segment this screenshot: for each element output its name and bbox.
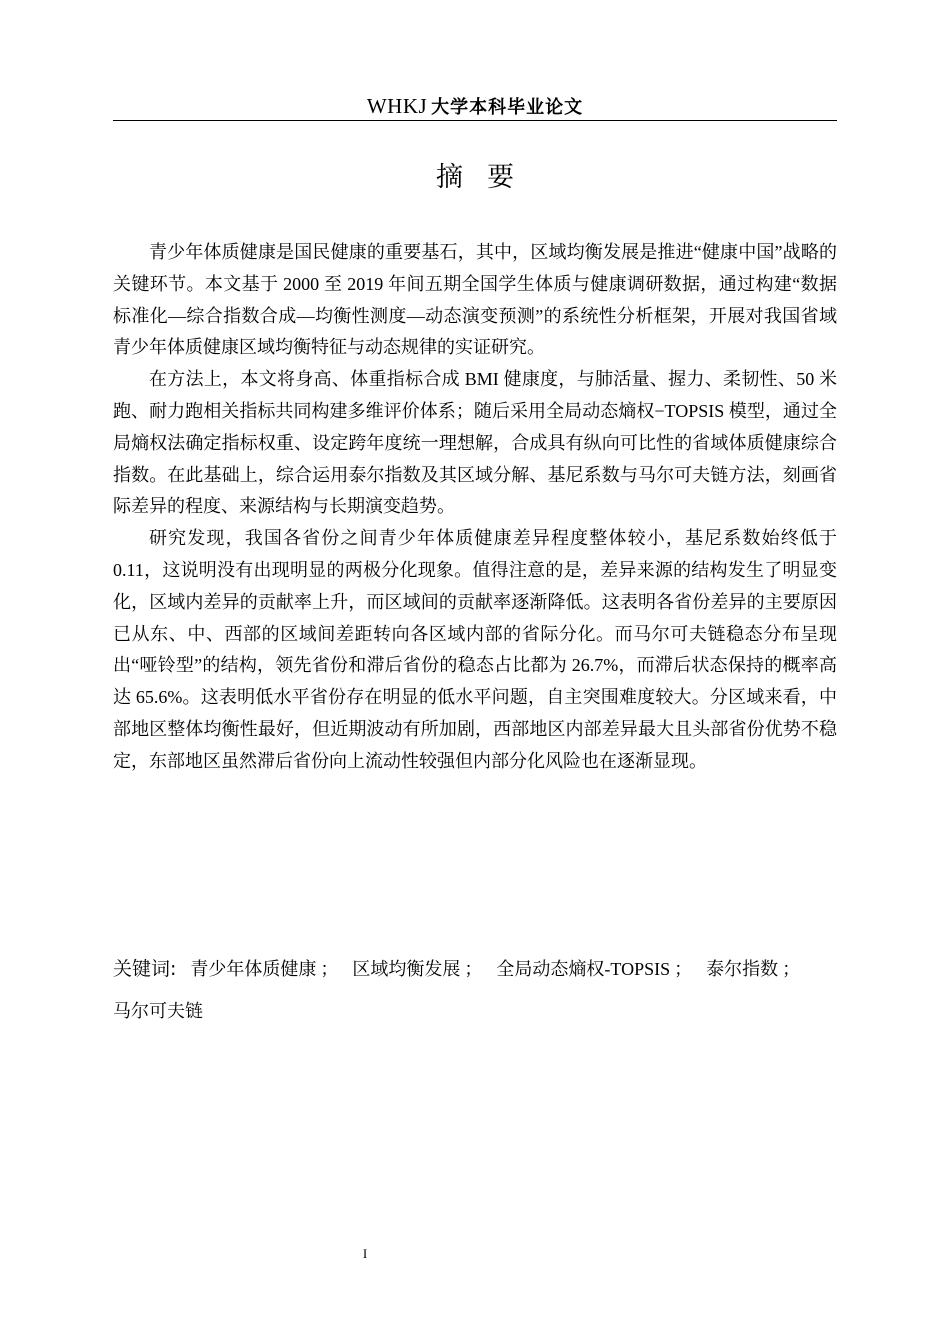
keyword-item: 区域均衡发展 [352, 959, 461, 979]
abstract-paragraph-3: 研究发现，我国各省份之间青少年体质健康差异程度整体较小，基尼系数始终低于 0.11，这说明没有出现明显的两极分化现象。值得注意的是，差异来源的结构发生了明显变化，区域内差异的贡献率上升，而区域间的贡献率逐渐降低。这表明各省份差异的主要原因已从东、中、西部的区域间差距转向各区域内部的省际分化。而马尔可夫链稳态分布呈现出“哑铃型”的结构，领先省份和滞后省份的稳态占比都为 26.7%，而滞后状态保持的概率高达 65.6%。这表明低水平省份存在明显的低水平问题，自主突围难度较大。分区域来看，中部地区整体均衡性最好，但近期波动有所加剧，西部地区内部差异最大且头部省份优势不稳定，东部地区虽然滞后省份向上流动性较强但内部分化风险也在逐渐显现。 [113, 528, 837, 771]
keyword-separator: ； [464, 959, 483, 979]
header-rule [113, 120, 837, 121]
header-university-code: WHKJ [366, 94, 428, 118]
running-header [113, 94, 837, 118]
keyword-item: 马尔可夫链 [113, 1001, 203, 1021]
keyword-item: 青少年体质健康 [190, 959, 317, 979]
page-number: I [362, 1246, 368, 1261]
keyword-item: 全局动态熵权-TOPSIS [496, 959, 671, 979]
keywords-label: 关键词: [113, 958, 177, 980]
keyword-separator: ； [782, 959, 801, 979]
abstract-paragraph-2: 在方法上，本文将身高、体重指标合成 BMI 健康度，与肺活量、握力、柔韧性、50 米跑、耐力跑相关指标共同构建多维评价体系；随后采用全局动态熵权−TOPSIS 模型，通过全局熵权法确定指标权重、设定跨年度统一理想解，合成具有纵向可比性的省域体质健康综合指数。在此基础上，综合运用泰尔指数及其区域分解、基尼系数与马尔可夫链方法，刻画省际差异的程度、来源结构与长期演变趋势。 [113, 369, 837, 517]
keywords-block [113, 948, 837, 1032]
keyword-separator: ； [674, 959, 693, 979]
keyword-item: 泰尔指数 [706, 959, 779, 979]
abstract-paragraph-1: 青少年体质健康是国民健康的重要基石，其中，区域均衡发展是推进“健康中国”战略的关键环节。本文基于 2000 至 2019 年间五期全国学生体质与健康调研数据，通过构建“数据标准化—综合指数合成—均衡性测度—动态演变预测”的系统性分析框架，开展对我国省域青少年体质健康区域均衡特征与动态规律的实证研究。 [113, 242, 837, 358]
header-document-type: 大学本科毕业论文 [431, 97, 584, 118]
page-title: 摘要 [436, 162, 538, 193]
abstract-body [113, 237, 837, 778]
keyword-separator: ； [320, 959, 339, 979]
